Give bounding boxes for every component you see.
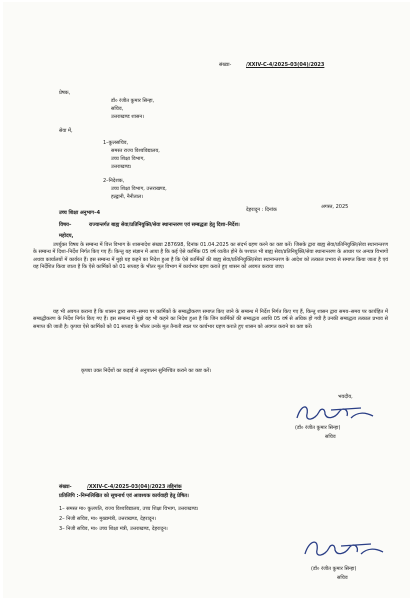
signatory-post: सचिव — [325, 434, 336, 440]
salutation: महोदय, — [59, 233, 74, 239]
copy-signature-mark — [299, 534, 389, 562]
closing: भवदीय, — [338, 394, 353, 400]
subject-label: विषय– — [59, 222, 72, 228]
place-date: देहरादून : दिनांक — [246, 207, 277, 213]
body-paragraph-1: उपर्युक्त विषय के सम्बन्ध में वित्त विभाग के शासनादेश संख्या 287698, दिनांक 01.04.2025 का संदर्भ ग्रहण करने का कष्ट करें। जिसके द्वारा बाह्य सेवा/प्रतिनियुक्ति/सेवा स्थानान्तरण के सम्बन्ध में दिशा–निर्देश निर्गत किए गए हैं। किन्तु यह संज्ञान में आया है कि कई ऐसे कार्मिक 05 वर्ष व्यतीत होने के पश्चात भी बाह्य सेवा/प्रतिनियुक्ति/सेवा स्थानान्तरण के आधार पर अन्यत्र विभागों अथवा कार्यालयों में कार्यरत हैं। इस सम्बन्ध में मुझे यह कहने का निदेश हुआ है कि ऐसे कार्मिकों की बाह्य सेवा/प्रतिनियुक्ति/सेवा स्थानान्तरण के आदेश को तत्काल प्रभाव से समाप्त किया जाता है एवं यह निर्देशित किया जाता है कि ऐसे कार्मिकों को 01 सप्ताह के भीतर मूल विभाग में कार्यभार ग्रहण कराते हुए शासन को अवगत कराया जाए। — [33, 242, 388, 270]
to-2-line: हल्द्वानी, नैनीताल। — [111, 194, 144, 200]
date-month: अगस्त, 2025 — [321, 204, 349, 210]
copy-heading: प्रतिलिपि :-निम्नलिखित को सूचनार्थ एवं आवश्यक कार्यवाही हेतु प्रेषित। — [59, 493, 189, 499]
to-1-line: उत्तराखण्ड। — [111, 164, 132, 170]
from-line: सचिव, — [111, 106, 124, 112]
copy-ref-number: /XXIV-C-4/2025-03(04)/2023 तद्दिनांक — [87, 484, 182, 490]
ref-label: संख्या- — [219, 62, 232, 68]
signatory-name: (डॉ० रंजीत कुमार सिन्हा) — [295, 425, 341, 431]
letter-page — [3, 2, 410, 598]
copy-item: 1– समस्त मा० कुलपति, राज्य विश्वविद्यालय, उच्च शिक्षा विभाग, उत्तराखण्ड। — [59, 506, 199, 512]
to-2-line: 2–निदेशक, — [103, 178, 125, 184]
copy-ref-label: संख्या- — [59, 484, 72, 490]
from-label: प्रेषक, — [59, 90, 71, 96]
ref-number: /XXIV-C-4/2025-03(04)/2023 — [246, 62, 325, 68]
body-paragraph-2: यह भी अवगत कराना है कि शासन द्वारा समय–समय पर कार्मिकों के सम्बद्धीकरण समाप्त किए जाने के सम्बन्ध में निर्देश निर्गत किए गए हैं, किन्तु शासन द्वारा समय–समय पर कार्यहित में सम्बद्धीकरण के निर्देश निर्गत किए गए हैं। इस सम्बन्ध में मुझे यह भी कहने का निदेश हुआ है कि जिन कार्मिकों की सम्बद्धता अवधि 05 वर्ष से अधिक हो गयी है उनकी सम्बद्धता तत्काल प्रभाव से समाप्त की जाती है। कृपया ऐसे कार्मिकों को 01 सप्ताह के भीतर उनके मूल तैनाती स्थल पर कार्यभार ग्रहण कराते हुए शासन को अवगत कराने का कष्ट करें। — [33, 309, 388, 330]
to-1-line: 1–कुलसचिव, — [103, 140, 129, 146]
to-1-line: समस्त राज्य विश्वविद्यालय, — [111, 148, 160, 154]
to-2-line: उच्च शिक्षा विभाग, उत्तराखण्ड, — [111, 186, 167, 192]
copy-item: 3– निजी सचिव, मा० उच्च शिक्षा मंत्री, उत्तराखण्ड, देहरादून। — [59, 526, 168, 532]
from-line: डॉ० रंजीत कुमार सिन्हा, — [111, 98, 155, 104]
subject-text: राज्यान्तर्गत बाह्य सेवा/प्रतिनियुक्ति/सेवा स्थानान्तरण एवं सम्बद्धता हेतु दिशा–निर्देश। — [89, 222, 240, 228]
to-1-line: उच्च शिक्षा विभाग, — [111, 156, 145, 162]
section-name: उच्च शिक्षा अनुभाग–4 — [59, 210, 101, 216]
body-paragraph-3: कृपया उक्त निर्देशों का कड़ाई से अनुपालन सुनिश्चित कराने का कष्ट करें। — [81, 368, 212, 374]
from-line: उत्तराखण्ड शासन। — [111, 114, 145, 120]
copy-signatory-post: सचिव — [337, 575, 348, 581]
copy-item: 2– निजी सचिव, मा० मुख्यमंत्री, उत्तराखण्ड, देहरादून। — [59, 516, 157, 522]
copy-signatory-name: (डॉ० रंजीत कुमार सिन्हा) — [311, 566, 357, 572]
signature-mark — [291, 400, 381, 426]
to-label: सेवा में, — [59, 128, 73, 134]
